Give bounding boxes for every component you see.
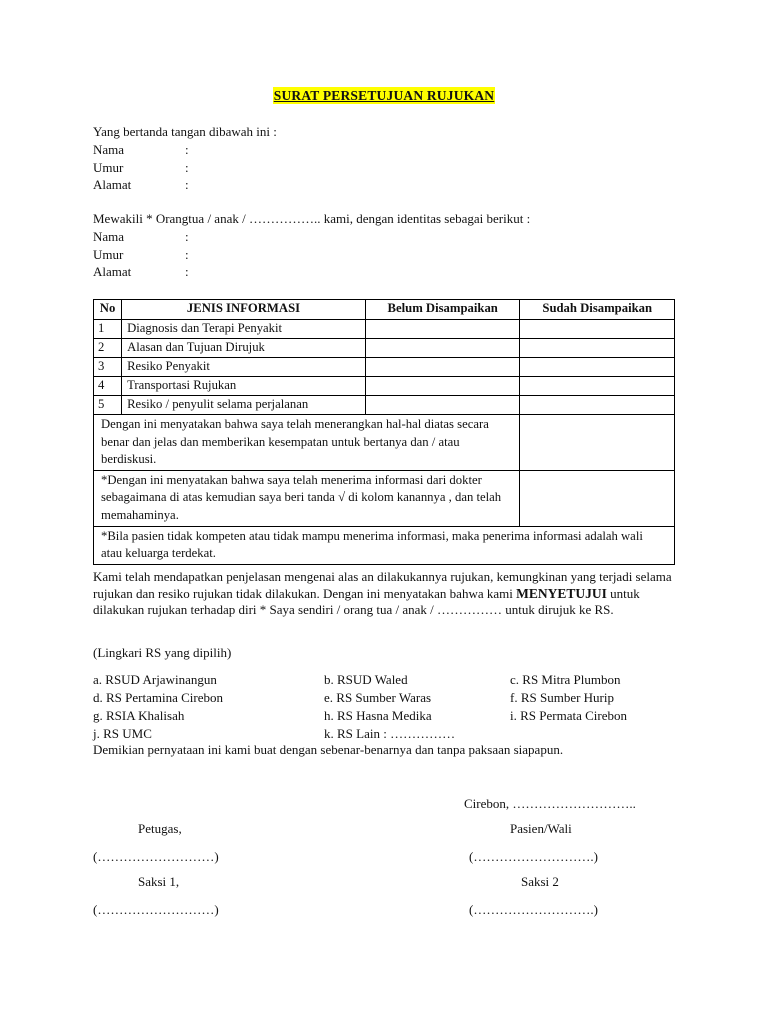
patient-signature-line[interactable]: (……………………….) [469, 849, 598, 864]
witness1-label: Saksi 1, [138, 874, 180, 889]
field-colon: : [185, 246, 189, 262]
sudah-checkbox-cell[interactable] [520, 339, 675, 358]
hospital-option[interactable]: a. RSUD Arjawinangun [93, 672, 217, 687]
table-row [94, 377, 675, 396]
row-item: Transportasi Rujukan [122, 377, 366, 396]
patient-field-age [93, 246, 530, 264]
hospital-option[interactable]: b. RSUD Waled [324, 672, 408, 687]
hospital-option[interactable]: j. RS UMC [93, 725, 152, 741]
circle-note: (Lingkari RS yang dipilih) [93, 645, 232, 660]
header-jenis-informasi: JENIS INFORMASI [122, 300, 366, 320]
field-colon: : [185, 177, 189, 193]
officer-label: Petugas, [138, 821, 182, 836]
field-colon: : [185, 159, 189, 175]
hospital-option[interactable]: i. RS Permata Cirebon [510, 707, 627, 723]
witness2-label: Saksi 2 [521, 874, 559, 889]
row-number: 5 [94, 396, 122, 415]
row-number: 1 [94, 320, 122, 339]
signer-intro: Yang bertanda tangan dibawah ini : [93, 124, 277, 139]
field-label: Umur [93, 246, 124, 262]
row-item: Diagnosis dan Terapi Penyakit [122, 320, 366, 339]
title-wrap [0, 87, 768, 104]
belum-checkbox-cell[interactable] [365, 396, 520, 415]
field-label: Umur [93, 159, 124, 175]
field-label: Nama [93, 141, 125, 157]
officer-signature-line[interactable]: (………………………) [93, 849, 219, 864]
hospital-option[interactable]: f. RS Sumber Hurip [510, 689, 614, 705]
field-colon: : [185, 264, 189, 280]
recipient-statement: *Dengan ini menyatakan bahwa saya telah menerima informasi dari dokter sebagaimana di atas kemudian saya beri tanda √ di kolom kanannya , dan telah memahaminya. [94, 470, 520, 526]
hospital-row [93, 689, 673, 707]
declaration: Demikian pernyataan ini kami buat dengan sebenar-benarnya dan tanpa paksaan siapapun. [93, 742, 564, 757]
statement-row-note [94, 526, 675, 564]
hospital-option[interactable]: e. RS Sumber Waras [324, 689, 432, 705]
field-label: Alamat [93, 264, 132, 280]
sudah-checkbox-cell[interactable] [520, 320, 675, 339]
hospital-option[interactable]: k. RS Lain : …………… [324, 725, 456, 741]
consent-text-part2: untuk dilakukan rujukan terhadap diri * Saya sendiri / orang tua / anak / …………… untuk dirujuk ke RS. [93, 585, 640, 617]
hospital-row [93, 671, 673, 689]
table-header-row [94, 300, 675, 320]
belum-checkbox-cell[interactable] [365, 320, 520, 339]
table-row [94, 320, 675, 339]
signer-field-address [93, 176, 277, 194]
row-number: 3 [94, 358, 122, 377]
header-sudah-disampaikan: Sudah Disampaikan [520, 300, 675, 320]
header-belum-disampaikan: Belum Disampaikan [365, 300, 520, 320]
row-number: 4 [94, 377, 122, 396]
row-item: Alasan dan Tujuan Dirujuk [122, 339, 366, 358]
patient-intro: Mewakili * Orangtua / anak / …………….. kami, dengan identitas sebagai berikut : [93, 211, 531, 226]
officer-statement: Dengan ini menyatakan bahwa saya telah menerangkan hal-hal diatas secara benar dan jelas dan memberikan kesempatan untuk bertanya dan / atau berdiskusi. [94, 415, 520, 471]
row-item: Resiko Penyakit [122, 358, 366, 377]
field-label: Nama [93, 228, 125, 244]
table-row [94, 358, 675, 377]
hospital-row [93, 707, 673, 725]
document-title: SURAT PERSETUJUAN RUJUKAN [273, 88, 495, 103]
guardian-note: *Bila pasien tidak kompeten atau tidak mampu menerima informasi, maka penerima informasi adalah wali atau keluarga terdekat. [94, 526, 675, 564]
patient-field-name [93, 228, 530, 246]
hospital-option[interactable]: g. RSIA Khalisah [93, 707, 185, 723]
consent-bold-word: MENYETUJUI [516, 585, 607, 601]
field-colon: : [185, 141, 189, 157]
hospital-option[interactable]: d. RS Pertamina Cirebon [93, 689, 223, 705]
signer-field-name [93, 141, 277, 159]
witness2-signature-line[interactable]: (……………………….) [469, 902, 598, 917]
hospital-option[interactable]: c. RS Mitra Plumbon [510, 672, 621, 687]
statement-row-officer [94, 415, 675, 471]
sudah-checkbox-cell[interactable] [520, 377, 675, 396]
field-colon: : [185, 228, 189, 244]
table-row [94, 339, 675, 358]
place-date: Cirebon, ……………………….. [464, 796, 636, 811]
witness1-signature-line[interactable]: (………………………) [93, 902, 219, 917]
patient-label: Pasien/Wali [510, 821, 572, 836]
hospital-option[interactable]: h. RS Hasna Medika [324, 707, 432, 723]
information-table [93, 299, 675, 565]
table-row [94, 396, 675, 415]
consent-text-part1: Kami telah mendapatkan penjelasan mengenai alas an dilakukannya rujukan, kemungkinan yang terjadi selama rujukan dan resiko rujukan tidak dilakukan. Dengan ini menyatakan bahwa kami [93, 569, 672, 601]
belum-checkbox-cell[interactable] [365, 358, 520, 377]
officer-statement-check-cell[interactable] [520, 415, 675, 471]
signer-field-age [93, 159, 277, 177]
statement-row-recipient [94, 470, 675, 526]
consent-paragraph [93, 569, 675, 619]
patient-field-address [93, 263, 530, 281]
sudah-checkbox-cell[interactable] [520, 396, 675, 415]
row-number: 2 [94, 339, 122, 358]
header-no: No [94, 300, 122, 320]
row-item: Resiko / penyulit selama perjalanan [122, 396, 366, 415]
recipient-statement-check-cell[interactable] [520, 470, 675, 526]
signer-section [93, 123, 277, 194]
patient-section [93, 210, 530, 281]
hospital-row [93, 725, 673, 743]
field-label: Alamat [93, 177, 132, 193]
sudah-checkbox-cell[interactable] [520, 358, 675, 377]
belum-checkbox-cell[interactable] [365, 377, 520, 396]
hospital-options [93, 671, 673, 743]
belum-checkbox-cell[interactable] [365, 339, 520, 358]
